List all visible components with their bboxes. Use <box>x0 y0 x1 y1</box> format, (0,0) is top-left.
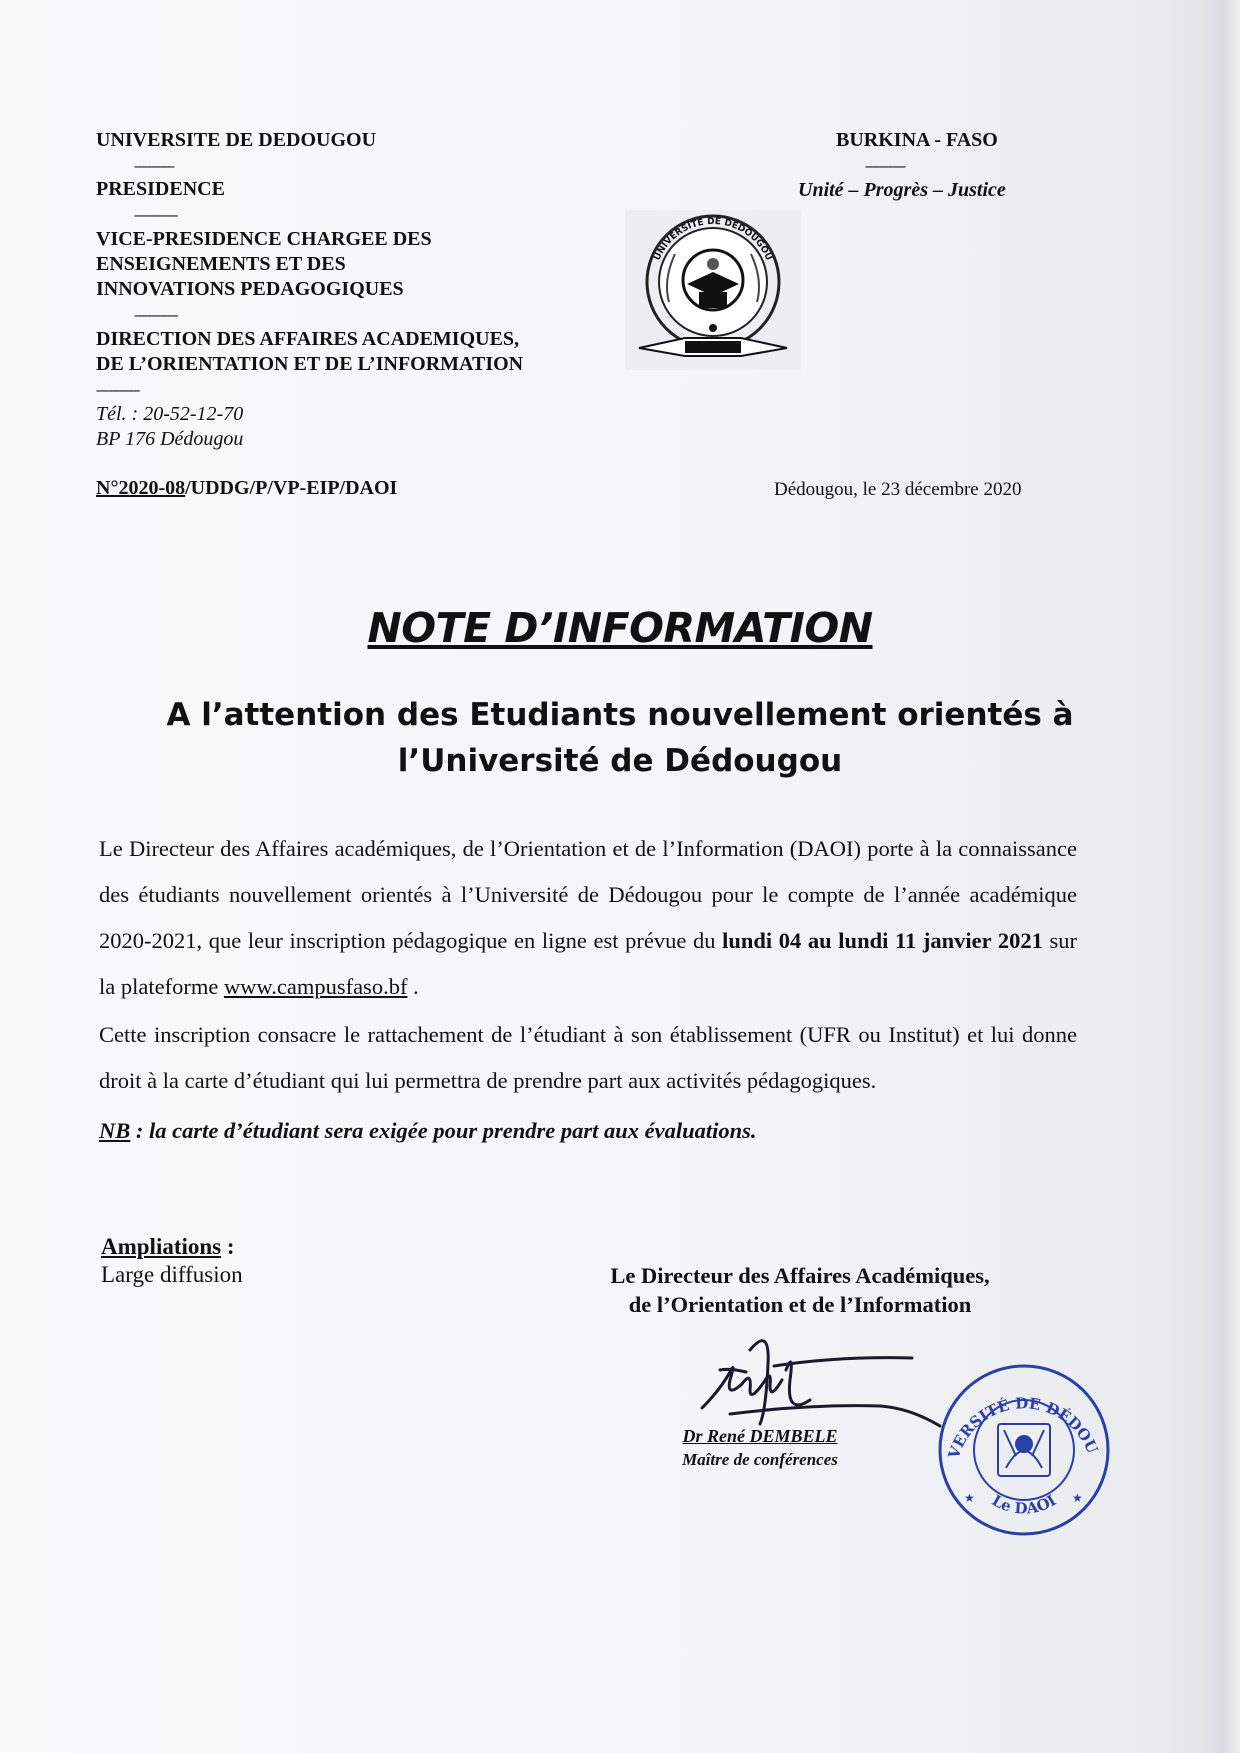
signatory-name: Dr René DEMBELE <box>682 1426 838 1446</box>
svg-text:★: ★ <box>1072 1491 1083 1505</box>
svg-text:★: ★ <box>964 1491 975 1505</box>
university-logo-icon <box>625 210 801 370</box>
svg-text:Le DAOI: Le DAOI <box>988 1491 1060 1518</box>
subtitle-line-2: l’Université de Dédougou <box>397 743 843 779</box>
vice-presidence-line-3: INNOVATIONS PEDAGOGIQUES <box>96 278 404 300</box>
svg-text:UNIVERSITE DE DEDOUGOU: UNIVERSITE DE DEDOUGOU <box>652 216 774 263</box>
paragraph-1-text: sur la plateforme <box>99 928 1077 999</box>
subtitle-line-1: A l’attention des Etudiants nouvellement orientés à <box>166 697 1074 733</box>
nb-note <box>99 1118 757 1144</box>
university-logo <box>625 210 801 370</box>
university-name: UNIVERSITE DE DEDOUGOU <box>96 129 377 151</box>
ampliations-colon: : <box>221 1234 235 1259</box>
stamp-seal-icon <box>934 1360 1114 1540</box>
signatory-rank: Maître de conférences <box>682 1450 838 1469</box>
place-and-date: Dédougou, le 23 décembre 2020 <box>774 479 1022 500</box>
paragraph-1-dates: lundi 04 au lundi 11 janvier 2021 <box>722 928 1043 953</box>
nb-label: NB <box>99 1118 131 1143</box>
vice-presidence-line-1: VICE-PRESIDENCE CHARGEE DES <box>96 228 432 250</box>
reference-number <box>96 477 397 500</box>
national-motto: Unité – Progrès – Justice <box>798 179 1006 201</box>
reference-number-suffix: /UDDG/P/VP-EIP/DAOI <box>185 477 398 499</box>
document-title: NOTE D’INFORMATION <box>367 604 873 652</box>
handwritten-signature <box>690 1320 950 1440</box>
direction-line-2: DE L’ORIENTATION ET DE L’INFORMATION <box>96 353 524 375</box>
svg-text:UNIVERSITÉ DE DÉDOUGOU: VERSITÉ DE DÉDOU <box>944 1394 1102 1461</box>
official-stamp <box>934 1360 1114 1540</box>
signatory-title-line-1: Le Directeur des Affaires Académiques, <box>610 1263 990 1288</box>
paper-edge-shadow <box>1200 0 1240 1753</box>
separator: ------------ <box>865 158 905 173</box>
campusfaso-link[interactable]: www.campusfaso.bf <box>223 974 408 999</box>
paragraph-2: Cette inscription consacre le rattachement de l’étudiant à son établissement (UFR ou Institut) et lui donne droit à la carte d’étudiant qui lui permettra de prendre part aux activités pédagogiques. <box>99 1022 1077 1093</box>
signatory-title-line-2: de l’Orientation et de l’Information <box>628 1292 972 1317</box>
paragraph-1 <box>99 826 1077 1010</box>
separator: ------------- <box>134 207 178 222</box>
direction-line-1: DIRECTION DES AFFAIRES ACADEMIQUES, <box>96 328 520 350</box>
ampliations-value: Large diffusion <box>101 1262 243 1287</box>
country-name: BURKINA - FASO <box>836 129 998 151</box>
signature-icon <box>690 1320 950 1440</box>
telephone: Tél. : 20-52-12-70 <box>96 403 244 425</box>
ampliations-heading <box>101 1234 235 1260</box>
separator: ------------- <box>134 307 178 322</box>
presidence-label: PRESIDENCE <box>96 178 225 200</box>
vice-presidence-line-2: ENSEIGNEMENTS ET DES <box>96 253 346 275</box>
paragraph-1-text: Le Directeur des Affaires académiques, de l’Orientation et de l’Information (DAOI) porte à la connaissance des étudiants nouvellement orientés à l’Université de Dédougou pour le compte de l’année académique 2020-2021, que leur inscription pédagogique en ligne est prévue du <box>99 836 1077 953</box>
postal-box: BP 176 Dédougou <box>96 428 244 450</box>
separator: ------------ <box>134 158 174 173</box>
ampliations-label: Ampliations <box>101 1234 222 1259</box>
nb-text: : la carte d’étudiant sera exigée pour prendre part aux évaluations. <box>130 1118 757 1143</box>
paragraph-1-text: . <box>407 974 419 999</box>
reference-number-main: N°2020-08 <box>96 477 186 499</box>
separator: ------------- <box>96 382 140 397</box>
